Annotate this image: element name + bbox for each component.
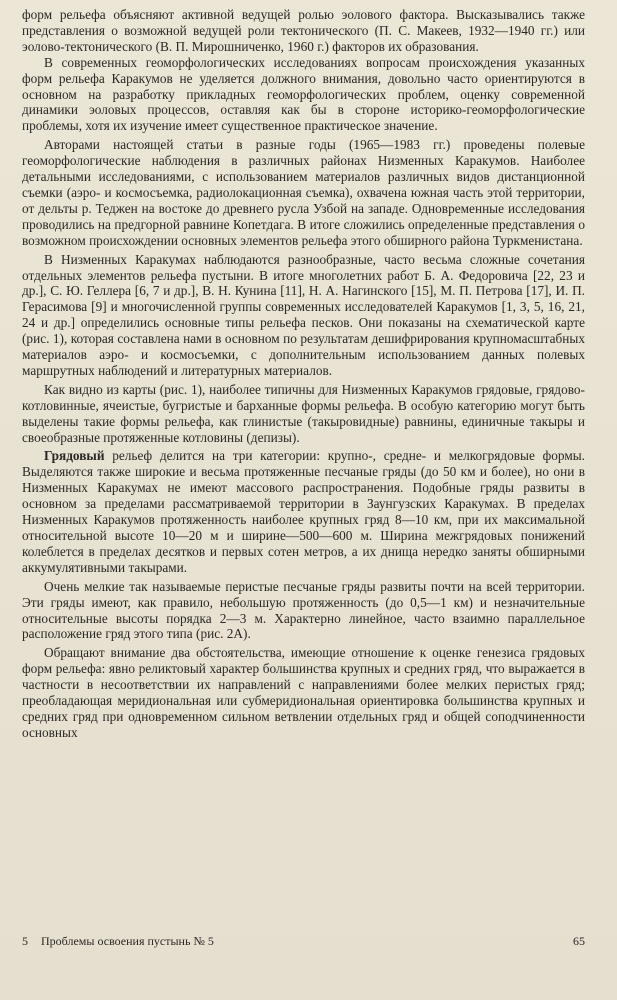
paragraph: Как видно из карты (рис. 1), наиболее типичны для Низменных Каракумов грядовые, грядово-котловинные, ячеистые, бугристые и барханные формы рельефа. В особую категорию могут быть выделены такие формы рельефа, как глинистые (такыровидные) равнины, единичные такыры и своеобразные протяженные котловины (депизы). (22, 381, 585, 445)
paragraph: форм рельефа объясняют активной ведущей ролью эолового фактора. Высказывались также представления о возможной ведущей роли тектонического (П. С. Макеев, 1932—1940 гг.) или эолово-тектонического (В. П. Мирошниченко, 1960 г.) факторов их образования. (22, 7, 585, 54)
footer-left (22, 934, 214, 949)
signature-mark: 5 (22, 934, 28, 948)
paragraph: Обращают внимание два обстоятельства, имеющие отношение к оценке генезиса грядовых форм рельефа: явно реликтовый характер большинства крупных и средних гряд, что выражается в частности в несоответствии их направлений с направлениями более мелких перистых гряд; преобладающая меридиональная или субмеридиональная ориентировка большинства крупных и средних гряд при одновременном сильном ветвлении отдельных гряд и общей соподчиненности основных (22, 645, 585, 740)
paragraph: В современных геоморфологических исследованиях вопросам происхождения указанных форм рельефа Каракумов не уделяется должного внимания, довольно часто ориентируются в основном на разработку прикладных геоморфологических проблем, оценку современной динамики эоловых процессов, оставляя как бы в стороне историко-геоморфологические проблемы, хотя их изучение имеет существенное практическое значение. (22, 54, 585, 134)
paragraph: Авторами настоящей статьи в разные годы (1965—1983 гг.) проведены полевые геоморфологические наблюдения в различных районах Низменных Каракумов. Наиболее детальными исследованиями, с использованием материалов различных видов дистанционной съемки (аэро- и космосъемка, радиолокационная съемка), охвачена южная часть этой территории, от дельты р. Теджен на востоке до древнего русла Узбой на западе. Одновременные исследования проводились на предгорной равнине Копетдага. В итоге сложились определенные представления о возможном происхождении основных элементов рельефа этого обширного района Туркменистана. (22, 137, 585, 248)
paragraph: Очень мелкие так называемые перистые песчаные гряды развиты почти на всей территории. Эти гряды имеют, как правило, небольшую протяженность (до 0,5—1 км) и незначительные относительные высоты порядка 2—3 м. Характерно линейное, часто взаимно параллельное расположение гряд этого типа (рис. 2А). (22, 578, 585, 642)
journal-title: Проблемы освоения пустынь № 5 (41, 934, 214, 948)
page-footer (22, 934, 585, 949)
paragraph: В Низменных Каракумах наблюдаются разнообразные, часто весьма сложные сочетания отдельных элементов рельефа пустыни. В итоге многолетних работ Б. А. Федоровича [22, 23 и др.], С. Ю. Геллера [6, 7 и др.], В. Н. Кунина [11], Н. А. Нагинского [15], М. П. Петрова [17], И. П. Герасимова [9] и многочисленной группы современных исследователей Каракумов [1, 3, 5, 16, 21, 24 и др.] определились основные типы рельефа песков. Они показаны на схематической карте (рис. 1), которая составлена нами в основном по результатам дешифрирования крупномасштабных материалов аэро- и космосъемки, с дополнительным использованием данных полевых маршрутных наблюдений и литературных материалов. (22, 251, 585, 378)
term-heading: Грядовый (44, 448, 105, 464)
paragraph (22, 448, 585, 575)
paragraph-text: рельеф делится на три категории: крупно-, средне- и мелкогрядовые формы. Выделяются также широкие и весьма протяженные песчаные гряды (до 50 км и более), но они в Низменных Каракумах не имеют массового распространения. Подобные гряды развиты в основном за пределами рассматриваемой территории в Заунгузских Каракумах. В пределах Низменных Каракумов протяженность наиболее крупных гряд 8—10 км, при их максимальной относительной высоте 10—20 м и ширине—500—600 м. Ширина межгрядовых понижений колеблется в пределах десятков и первых сотен метров, а их днища нередко заняты обширными аккумулятивными такырами. (22, 448, 585, 575)
article-body (22, 7, 585, 741)
page-number: 65 (573, 934, 585, 948)
